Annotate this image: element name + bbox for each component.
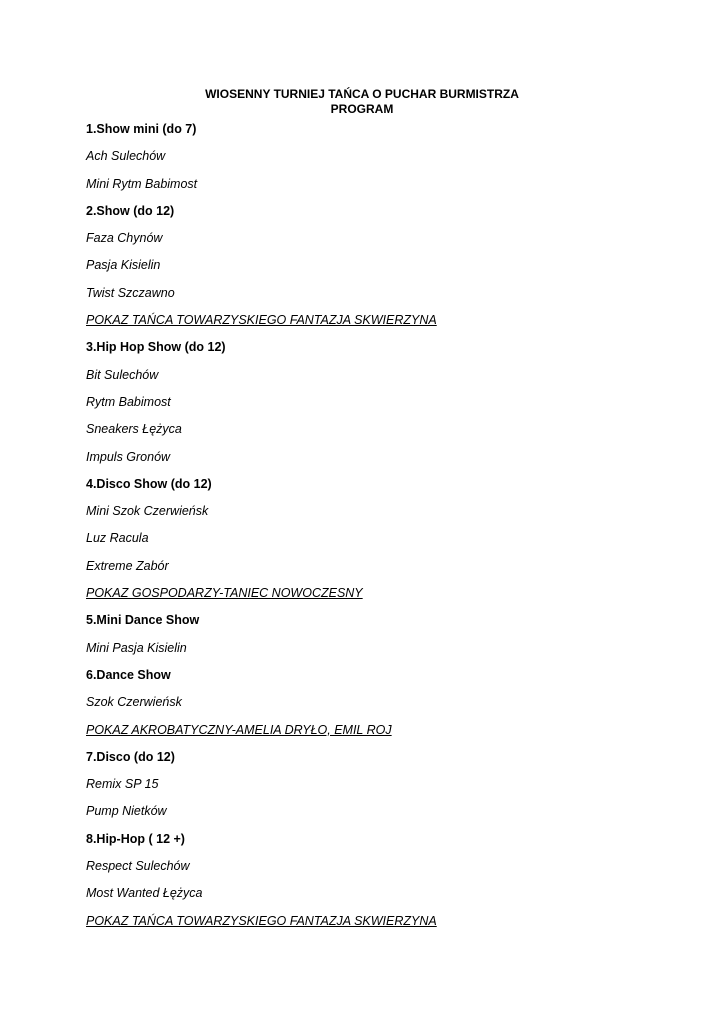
competitor-entry: Twist Szczawno xyxy=(86,285,175,300)
document-subtitle: PROGRAM xyxy=(330,102,394,116)
competitor-entry: Mini Rytm Babimost xyxy=(86,176,198,191)
competitor-entry: Rytm Babimost xyxy=(86,394,171,409)
document-title: WIOSENNY TURNIEJ TAŃCA O PUCHAR BURMISTRZA xyxy=(205,87,519,101)
competitor-entry: Pasja Kisielin xyxy=(86,258,161,273)
competitor-entry: Pump Nietków xyxy=(86,804,167,819)
competitor-entry: Mini Szok Czerwieńsk xyxy=(86,504,209,519)
competitor-entry: Impuls Gronów xyxy=(86,449,171,464)
competitor-entry: Ach Sulechów xyxy=(86,149,166,164)
showcase-performance: POKAZ AKROBATYCZNY-AMELIA DRYŁO, EMIL ROJ xyxy=(86,722,392,737)
category-heading: 7.Disco (do 12) xyxy=(86,749,175,764)
category-heading: 8.Hip-Hop ( 12 +) xyxy=(86,831,185,846)
category-heading: 2.Show (do 12) xyxy=(86,203,175,218)
document-title-block xyxy=(0,87,724,117)
category-heading: 3.Hip Hop Show (do 12) xyxy=(86,340,226,355)
showcase-performance: POKAZ TAŃCA TOWARZYSKIEGO FANTAZJA SKWIERZYNA xyxy=(86,313,437,328)
category-heading: 4.Disco Show (do 12) xyxy=(86,476,212,491)
showcase-performance: POKAZ TAŃCA TOWARZYSKIEGO FANTAZJA SKWIERZYNA xyxy=(86,913,437,928)
competitor-entry: Faza Chynów xyxy=(86,231,163,246)
competitor-entry: Respect Sulechów xyxy=(86,859,190,874)
showcase-performance: POKAZ GOSPODARZY-TANIEC NOWOCZESNY xyxy=(86,586,363,601)
competitor-entry: Extreme Zabór xyxy=(86,558,169,573)
category-heading: 1.Show mini (do 7) xyxy=(86,122,197,136)
competitor-entry: Mini Pasja Kisielin xyxy=(86,640,187,655)
competitor-entry: Szok Czerwieńsk xyxy=(86,695,182,710)
category-heading: 5.Mini Dance Show xyxy=(86,613,200,628)
competitor-entry: Luz Racula xyxy=(86,531,149,546)
category-heading: 6.Dance Show xyxy=(86,667,171,682)
competitor-entry: Bit Sulechów xyxy=(86,367,159,382)
program-list xyxy=(86,121,437,940)
competitor-entry: Remix SP 15 xyxy=(86,777,159,792)
competitor-entry: Sneakers Łężyca xyxy=(86,422,182,437)
competitor-entry: Most Wanted Łężyca xyxy=(86,886,203,901)
